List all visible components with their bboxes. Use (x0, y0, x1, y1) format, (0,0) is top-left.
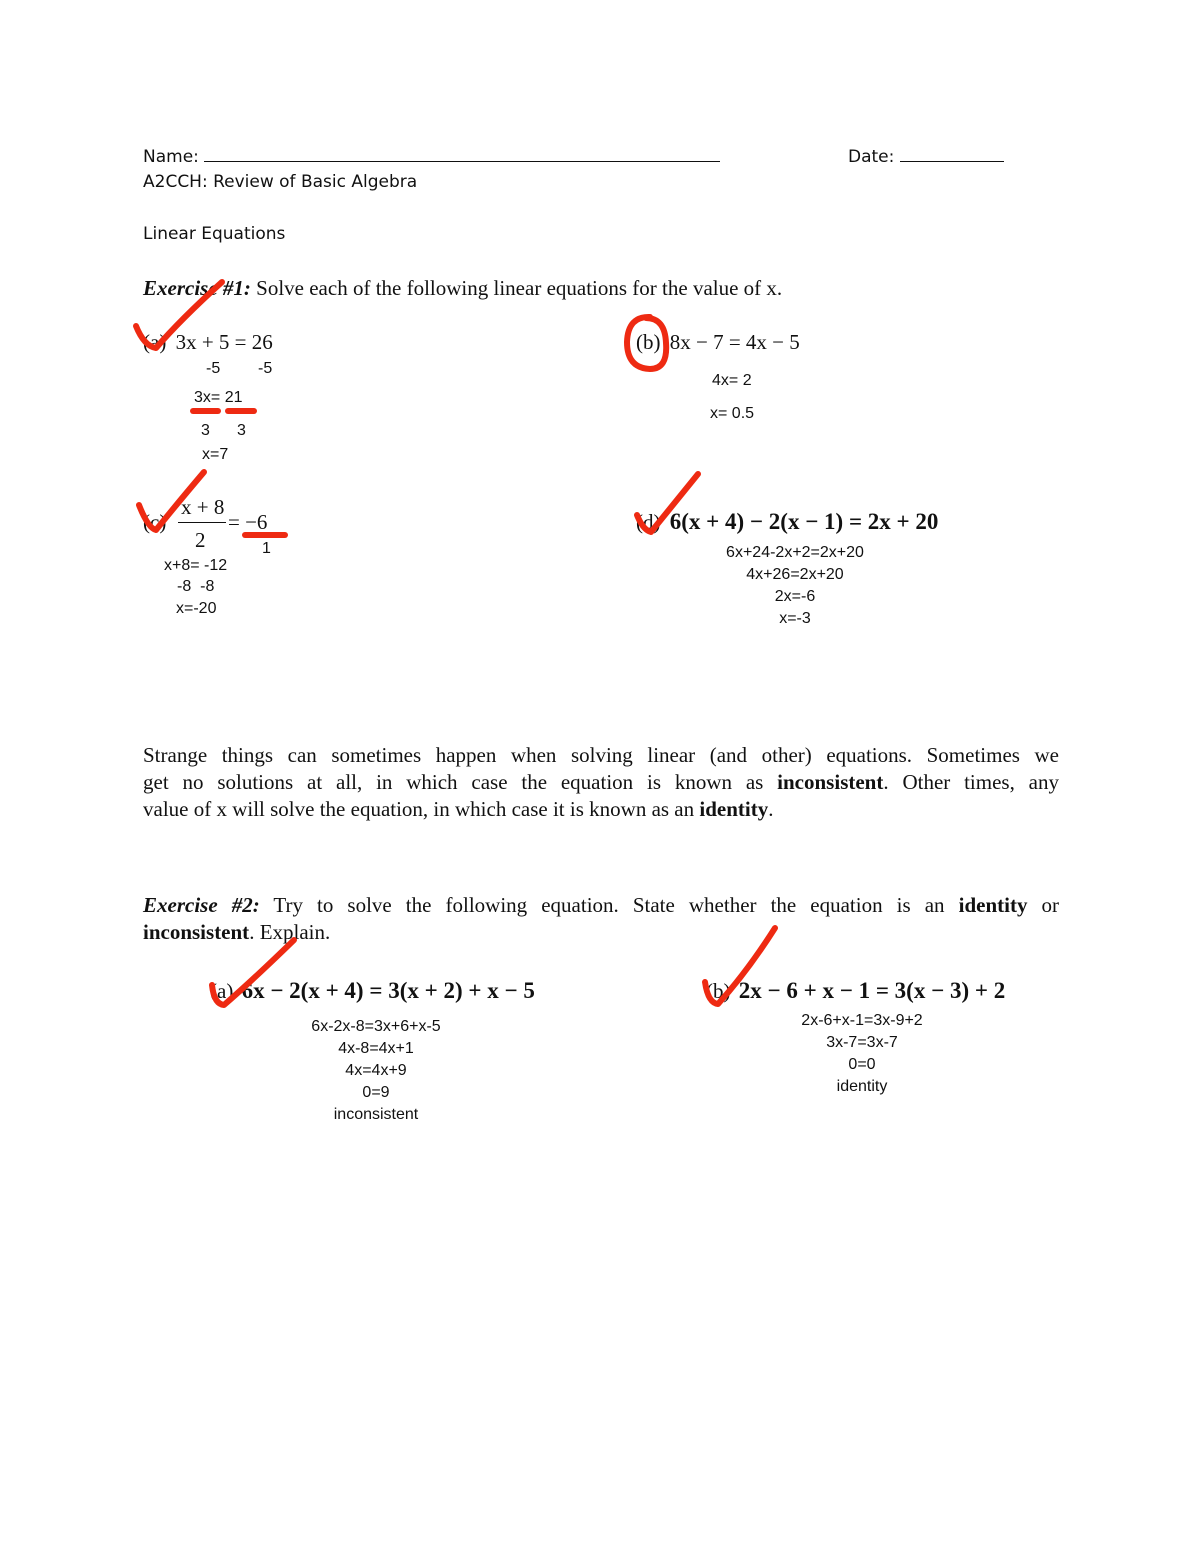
work-2b-line2: 3x-7=3x-7 (826, 1034, 898, 1051)
work-1d (700, 542, 890, 630)
problem-1c-denominator: 2 (195, 528, 206, 552)
topic-heading: Linear Equations (143, 224, 286, 244)
work-2b-line1: 2x-6+x-1=3x-9+2 (801, 1012, 923, 1029)
problem-1b (636, 330, 800, 355)
exercise1-heading (143, 275, 782, 302)
work-2a (286, 1016, 466, 1126)
exercise2-label: Exercise #2: (143, 893, 260, 917)
name-blank[interactable] (204, 145, 720, 162)
exercise2-line1: Exercise #2: Try to solve the following equation. State whether the equation is an identity or (143, 893, 1060, 917)
work-1b-step: 4x= 2 (712, 372, 752, 389)
problem-1c-rhs: = −6 (228, 510, 268, 534)
work-2a-conclusion: inconsistent (333, 1106, 419, 1123)
problem-1d (636, 509, 938, 535)
date-label: Date: (848, 147, 895, 167)
problem-2b-equation: 2x − 6 + x − 1 = 3(x − 3) + 2 (738, 978, 1006, 1003)
problem-1c-tag: (c) (143, 510, 167, 534)
work-2a-line1: 6x-2x-8=3x+6+x-5 (311, 1018, 441, 1035)
work-1d-line2: 4x+26=2x+20 (746, 566, 844, 583)
paragraph-line1: Strange things can sometimes happen when solving linear (and other) equations. Sometimes we (143, 743, 1059, 767)
work-1d-line3: 2x=-6 (774, 588, 816, 605)
problem-1a (143, 330, 273, 355)
work-1d-line1: 6x+24-2x+2=2x+20 (726, 544, 864, 561)
date-blank[interactable] (900, 145, 1004, 162)
term-inconsistent: inconsistent (777, 770, 884, 794)
exercise1-label: Exercise #1: (143, 276, 251, 300)
paragraph-line3: value of x will solve the equation, in which case it is known as an identity. (143, 797, 774, 821)
term-identity: identity (699, 797, 769, 821)
exercise2-heading (143, 892, 1059, 946)
name-label: Name: (143, 147, 199, 167)
problem-1c-fraction-bar (178, 522, 226, 523)
explanation-paragraph (143, 742, 1059, 823)
problem-1a-tag: (a) (143, 330, 167, 354)
work-2b-conclusion: identity (836, 1078, 888, 1095)
date-field (848, 145, 1004, 167)
work-1b-answer: x= 0.5 (710, 405, 755, 422)
course-title: A2CCH: Review of Basic Algebra (143, 172, 418, 192)
work-1c-sub: -8 -8 (177, 578, 215, 595)
work-1a-div2: 3 (237, 422, 246, 439)
work-1a-sub2: -5 (258, 360, 273, 377)
problem-1c-rhs-denominator: 1 (262, 540, 271, 557)
work-2b (772, 1010, 952, 1098)
work-1c-answer: x=-20 (176, 600, 217, 617)
problem-1d-equation: 6(x + 4) − 2(x − 1) = 2x + 20 (669, 509, 939, 534)
work-1a-answer: x=7 (202, 446, 229, 463)
paragraph-line2: get no solutions at all, in which case the equation is known as inconsistent. Other times, any (143, 770, 1059, 794)
work-2a-line3: 4x=4x+9 (345, 1062, 407, 1079)
problem-2b-tag: (b) (706, 979, 731, 1003)
problem-1d-tag: (d) (636, 510, 661, 534)
exercise2-line2: inconsistent. Explain. (143, 920, 331, 944)
problem-2a-equation: 6x − 2(x + 4) = 3(x + 2) + x − 5 (241, 978, 535, 1003)
problem-1c-numerator: x + 8 (181, 495, 225, 519)
work-1a-div1: 3 (201, 422, 210, 439)
exercise1-prompt: Solve each of the following linear equations for the value of x. (256, 276, 783, 300)
name-field (143, 145, 720, 167)
problem-1b-equation: 8x − 7 = 4x − 5 (669, 330, 800, 354)
work-1a-step: 3x= 21 (194, 389, 243, 406)
work-2b-line3: 0=0 (848, 1056, 876, 1073)
work-2a-line2: 4x-8=4x+1 (338, 1040, 414, 1057)
work-1d-line4: x=-3 (779, 610, 811, 627)
work-1a-sub1: -5 (206, 360, 221, 377)
problem-2b (706, 978, 1005, 1004)
problem-1b-tag: (b) (636, 330, 661, 354)
problem-1a-equation: 3x + 5 = 26 (175, 330, 273, 354)
problem-2a-tag: (a) (210, 979, 234, 1003)
problem-2a (210, 978, 535, 1004)
work-2a-line4: 0=9 (362, 1084, 390, 1101)
work-1c-step: x+8= -12 (164, 557, 228, 574)
